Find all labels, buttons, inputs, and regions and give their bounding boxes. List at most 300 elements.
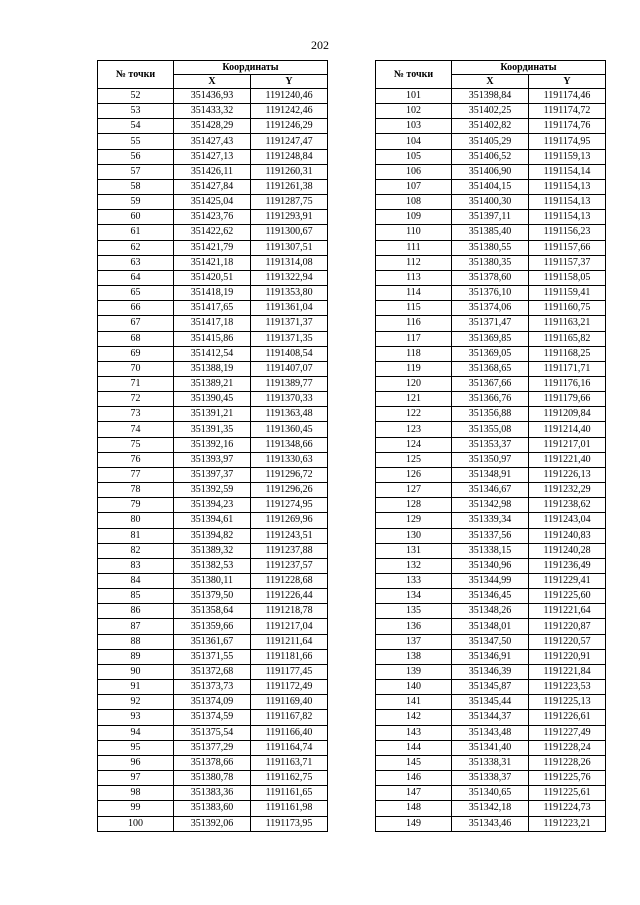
x-coordinate-cell: 351397,11	[452, 210, 529, 225]
y-coordinate-cell: 1191226,13	[529, 467, 606, 482]
point-number-cell: 76	[98, 452, 174, 467]
x-coordinate-cell: 351378,66	[174, 755, 251, 770]
point-number-cell: 116	[376, 316, 452, 331]
point-number-cell: 102	[376, 104, 452, 119]
point-number-cell: 132	[376, 558, 452, 573]
table-row	[98, 589, 328, 604]
point-number-cell: 52	[98, 89, 174, 104]
x-coordinate-cell: 351422,62	[174, 225, 251, 240]
x-coordinate-cell: 351377,29	[174, 740, 251, 755]
table-row	[376, 725, 606, 740]
x-coordinate-cell: 351339,34	[452, 513, 529, 528]
x-coordinate-cell: 351367,66	[452, 376, 529, 391]
table-row	[376, 483, 606, 498]
y-coordinate-cell: 1191167,82	[251, 710, 328, 725]
y-coordinate-cell: 1191154,13	[529, 195, 606, 210]
y-coordinate-cell: 1191218,78	[251, 604, 328, 619]
x-coordinate-cell: 351368,65	[452, 361, 529, 376]
x-coordinate-cell: 351421,79	[174, 240, 251, 255]
table-row	[376, 422, 606, 437]
x-coordinate-cell: 351338,31	[452, 755, 529, 770]
y-coordinate-cell: 1191220,91	[529, 649, 606, 664]
x-coordinate-cell: 351344,37	[452, 710, 529, 725]
point-number-cell: 61	[98, 225, 174, 240]
point-number-cell: 98	[98, 786, 174, 801]
point-number-cell: 55	[98, 134, 174, 149]
y-coordinate-cell: 1191314,08	[251, 255, 328, 270]
y-coordinate-cell: 1191162,75	[251, 771, 328, 786]
table-row	[98, 361, 328, 376]
table-row	[98, 634, 328, 649]
x-coordinate-cell: 351338,15	[452, 543, 529, 558]
table-row	[376, 407, 606, 422]
x-coordinate-cell: 351436,93	[174, 89, 251, 104]
y-coordinate-cell: 1191227,49	[529, 725, 606, 740]
table-row	[376, 376, 606, 391]
table-row	[376, 574, 606, 589]
table-row	[376, 164, 606, 179]
point-number-cell: 140	[376, 680, 452, 695]
point-number-cell: 94	[98, 725, 174, 740]
x-coordinate-cell: 351378,60	[452, 270, 529, 285]
point-number-cell: 56	[98, 149, 174, 164]
point-number-cell: 115	[376, 301, 452, 316]
table-row	[376, 558, 606, 573]
y-coordinate-cell: 1191226,44	[251, 589, 328, 604]
table-row	[376, 255, 606, 270]
x-coordinate-cell: 351427,13	[174, 149, 251, 164]
x-coordinate-cell: 351426,11	[174, 164, 251, 179]
y-coordinate-cell: 1191220,87	[529, 619, 606, 634]
x-coordinate-cell: 351346,39	[452, 664, 529, 679]
table-row	[98, 316, 328, 331]
x-coordinate-cell: 351369,85	[452, 331, 529, 346]
point-number-cell: 90	[98, 664, 174, 679]
y-coordinate-cell: 1191236,49	[529, 558, 606, 573]
table-row	[98, 104, 328, 119]
y-coordinate-cell: 1191261,38	[251, 179, 328, 194]
table-row	[376, 452, 606, 467]
point-number-cell: 88	[98, 634, 174, 649]
x-coordinate-cell: 351382,53	[174, 558, 251, 573]
x-header: X	[452, 75, 529, 89]
y-coordinate-cell: 1191161,98	[251, 801, 328, 816]
x-coordinate-cell: 351380,55	[452, 240, 529, 255]
point-number-cell: 81	[98, 528, 174, 543]
x-coordinate-cell: 351374,09	[174, 695, 251, 710]
table-row	[98, 164, 328, 179]
y-coordinate-cell: 1191172,49	[251, 680, 328, 695]
y-coordinate-cell: 1191246,29	[251, 119, 328, 134]
coordinates-table-right	[375, 60, 606, 832]
table-row	[98, 649, 328, 664]
table-row	[98, 119, 328, 134]
point-number-cell: 60	[98, 210, 174, 225]
table-row	[376, 301, 606, 316]
y-coordinate-cell: 1191173,95	[251, 816, 328, 831]
table-row	[98, 558, 328, 573]
point-number-cell: 72	[98, 392, 174, 407]
page-number: 202	[311, 38, 329, 52]
point-number-cell: 148	[376, 801, 452, 816]
y-coordinate-cell: 1191160,75	[529, 301, 606, 316]
point-number-cell: 53	[98, 104, 174, 119]
x-coordinate-cell: 351358,64	[174, 604, 251, 619]
x-coordinate-cell: 351353,37	[452, 437, 529, 452]
y-coordinate-cell: 1191157,37	[529, 255, 606, 270]
point-number-cell: 103	[376, 119, 452, 134]
x-coordinate-cell: 351347,50	[452, 634, 529, 649]
table-row	[376, 543, 606, 558]
point-number-cell: 54	[98, 119, 174, 134]
point-number-cell: 146	[376, 771, 452, 786]
y-coordinate-cell: 1191164,74	[251, 740, 328, 755]
x-coordinate-cell: 351337,56	[452, 528, 529, 543]
x-coordinate-cell: 351385,40	[452, 225, 529, 240]
x-coordinate-cell: 351392,16	[174, 437, 251, 452]
y-coordinate-cell: 1191225,13	[529, 695, 606, 710]
table-row	[98, 225, 328, 240]
y-coordinate-cell: 1191247,47	[251, 134, 328, 149]
x-coordinate-cell: 351340,96	[452, 558, 529, 573]
x-coordinate-cell: 351417,18	[174, 316, 251, 331]
y-coordinate-cell: 1191370,33	[251, 392, 328, 407]
point-number-cell: 77	[98, 467, 174, 482]
point-number-cell: 58	[98, 179, 174, 194]
table-row	[98, 149, 328, 164]
point-number-cell: 119	[376, 361, 452, 376]
table-row	[98, 619, 328, 634]
table-row	[98, 195, 328, 210]
table-row	[98, 301, 328, 316]
x-coordinate-cell: 351420,51	[174, 270, 251, 285]
point-number-cell: 147	[376, 786, 452, 801]
point-number-cell: 110	[376, 225, 452, 240]
table-row	[376, 771, 606, 786]
table-row	[376, 649, 606, 664]
table-row	[376, 210, 606, 225]
y-coordinate-cell: 1191181,66	[251, 649, 328, 664]
table-row	[376, 104, 606, 119]
x-coordinate-cell: 351433,32	[174, 104, 251, 119]
y-coordinate-cell: 1191348,66	[251, 437, 328, 452]
table-row	[376, 179, 606, 194]
table-row	[98, 483, 328, 498]
point-number-cell: 84	[98, 574, 174, 589]
point-number-header: № точки	[376, 61, 452, 89]
table-row	[376, 664, 606, 679]
coordinates-header: Координаты	[452, 61, 606, 75]
table-row	[376, 710, 606, 725]
x-coordinate-cell: 351380,78	[174, 771, 251, 786]
y-coordinate-cell: 1191154,13	[529, 210, 606, 225]
x-coordinate-cell: 351406,90	[452, 164, 529, 179]
x-coordinate-cell: 351421,18	[174, 255, 251, 270]
point-number-cell: 139	[376, 664, 452, 679]
x-coordinate-cell: 351405,29	[452, 134, 529, 149]
table-row	[376, 134, 606, 149]
table-row	[98, 376, 328, 391]
x-coordinate-cell: 351355,08	[452, 422, 529, 437]
y-coordinate-cell: 1191176,16	[529, 376, 606, 391]
x-coordinate-cell: 351340,65	[452, 786, 529, 801]
y-coordinate-cell: 1191296,26	[251, 483, 328, 498]
y-coordinate-cell: 1191371,35	[251, 331, 328, 346]
x-coordinate-cell: 351391,35	[174, 422, 251, 437]
point-number-header: № точки	[98, 61, 174, 89]
point-number-cell: 100	[98, 816, 174, 831]
y-coordinate-cell: 1191157,66	[529, 240, 606, 255]
x-coordinate-cell: 351346,91	[452, 649, 529, 664]
x-coordinate-cell: 351374,06	[452, 301, 529, 316]
point-number-cell: 80	[98, 513, 174, 528]
y-coordinate-cell: 1191307,51	[251, 240, 328, 255]
table-body	[98, 89, 328, 832]
x-coordinate-cell: 351402,25	[452, 104, 529, 119]
point-number-cell: 65	[98, 286, 174, 301]
y-coordinate-cell: 1191237,57	[251, 558, 328, 573]
x-coordinate-cell: 351350,97	[452, 452, 529, 467]
x-coordinate-cell: 351383,36	[174, 786, 251, 801]
point-number-cell: 134	[376, 589, 452, 604]
table-row	[98, 543, 328, 558]
point-number-cell: 143	[376, 725, 452, 740]
table-row	[98, 664, 328, 679]
point-number-cell: 85	[98, 589, 174, 604]
point-number-cell: 105	[376, 149, 452, 164]
point-number-cell: 104	[376, 134, 452, 149]
y-coordinate-cell: 1191217,04	[251, 619, 328, 634]
table-row	[376, 467, 606, 482]
point-number-cell: 123	[376, 422, 452, 437]
table-row	[98, 695, 328, 710]
x-coordinate-cell: 351342,98	[452, 498, 529, 513]
y-coordinate-cell: 1191174,76	[529, 119, 606, 134]
table-row	[376, 240, 606, 255]
table-row	[376, 89, 606, 104]
y-coordinate-cell: 1191269,96	[251, 513, 328, 528]
table-row	[98, 801, 328, 816]
x-coordinate-cell: 351341,40	[452, 740, 529, 755]
y-coordinate-cell: 1191225,60	[529, 589, 606, 604]
x-coordinate-cell: 351380,35	[452, 255, 529, 270]
point-number-cell: 126	[376, 467, 452, 482]
x-coordinate-cell: 351348,91	[452, 467, 529, 482]
point-number-cell: 91	[98, 680, 174, 695]
y-header: Y	[529, 75, 606, 89]
table-row	[98, 392, 328, 407]
table-body	[376, 89, 606, 832]
y-coordinate-cell: 1191223,21	[529, 816, 606, 831]
x-coordinate-cell: 351415,86	[174, 331, 251, 346]
table-row	[98, 513, 328, 528]
x-coordinate-cell: 351392,59	[174, 483, 251, 498]
x-coordinate-cell: 351366,76	[452, 392, 529, 407]
point-number-cell: 118	[376, 346, 452, 361]
table-row	[98, 574, 328, 589]
table-row	[98, 467, 328, 482]
table-row	[376, 740, 606, 755]
table-row	[98, 407, 328, 422]
x-coordinate-cell: 351404,15	[452, 179, 529, 194]
y-coordinate-cell: 1191371,37	[251, 316, 328, 331]
x-coordinate-cell: 351394,82	[174, 528, 251, 543]
y-coordinate-cell: 1191232,29	[529, 483, 606, 498]
point-number-cell: 82	[98, 543, 174, 558]
y-coordinate-cell: 1191158,05	[529, 270, 606, 285]
table-row	[376, 346, 606, 361]
point-number-cell: 129	[376, 513, 452, 528]
x-coordinate-cell: 351391,21	[174, 407, 251, 422]
point-number-cell: 86	[98, 604, 174, 619]
x-coordinate-cell: 351389,21	[174, 376, 251, 391]
x-coordinate-cell: 351393,97	[174, 452, 251, 467]
point-number-cell: 74	[98, 422, 174, 437]
table-row	[98, 755, 328, 770]
table-row	[376, 270, 606, 285]
y-coordinate-cell: 1191221,40	[529, 452, 606, 467]
table-row	[98, 786, 328, 801]
y-coordinate-cell: 1191225,76	[529, 771, 606, 786]
x-coordinate-cell: 351343,48	[452, 725, 529, 740]
point-number-cell: 117	[376, 331, 452, 346]
table-row	[98, 255, 328, 270]
y-coordinate-cell: 1191154,14	[529, 164, 606, 179]
table-row	[98, 89, 328, 104]
y-coordinate-cell: 1191242,46	[251, 104, 328, 119]
point-number-cell: 108	[376, 195, 452, 210]
y-coordinate-cell: 1191407,07	[251, 361, 328, 376]
x-coordinate-cell: 351394,61	[174, 513, 251, 528]
point-number-cell: 67	[98, 316, 174, 331]
y-coordinate-cell: 1191159,41	[529, 286, 606, 301]
table-row	[98, 498, 328, 513]
point-number-cell: 113	[376, 270, 452, 285]
point-number-cell: 73	[98, 407, 174, 422]
table-row	[376, 119, 606, 134]
y-coordinate-cell: 1191174,72	[529, 104, 606, 119]
table-row	[98, 286, 328, 301]
x-coordinate-cell: 351371,47	[452, 316, 529, 331]
y-coordinate-cell: 1191161,65	[251, 786, 328, 801]
y-coordinate-cell: 1191224,73	[529, 801, 606, 816]
table-row	[376, 498, 606, 513]
table-row	[98, 816, 328, 831]
x-coordinate-cell: 351400,30	[452, 195, 529, 210]
point-number-cell: 71	[98, 376, 174, 391]
y-coordinate-cell: 1191248,84	[251, 149, 328, 164]
table-row	[376, 316, 606, 331]
point-number-cell: 75	[98, 437, 174, 452]
y-coordinate-cell: 1191361,04	[251, 301, 328, 316]
x-coordinate-cell: 351380,11	[174, 574, 251, 589]
x-coordinate-cell: 351348,26	[452, 604, 529, 619]
y-coordinate-cell: 1191274,95	[251, 498, 328, 513]
x-coordinate-cell: 351359,66	[174, 619, 251, 634]
y-coordinate-cell: 1191214,40	[529, 422, 606, 437]
point-number-cell: 92	[98, 695, 174, 710]
point-number-cell: 145	[376, 755, 452, 770]
table-row	[376, 604, 606, 619]
point-number-cell: 87	[98, 619, 174, 634]
table-row	[376, 589, 606, 604]
table-row	[98, 771, 328, 786]
table-row	[376, 331, 606, 346]
table-row	[376, 437, 606, 452]
point-number-cell: 107	[376, 179, 452, 194]
y-coordinate-cell: 1191240,28	[529, 543, 606, 558]
x-coordinate-cell: 351390,45	[174, 392, 251, 407]
y-coordinate-cell: 1191159,13	[529, 149, 606, 164]
point-number-cell: 138	[376, 649, 452, 664]
x-coordinate-cell: 351402,82	[452, 119, 529, 134]
x-coordinate-cell: 351406,52	[452, 149, 529, 164]
x-coordinate-cell: 351345,87	[452, 680, 529, 695]
table-row	[376, 528, 606, 543]
point-number-cell: 142	[376, 710, 452, 725]
y-coordinate-cell: 1191154,13	[529, 179, 606, 194]
table-row	[98, 134, 328, 149]
y-coordinate-cell: 1191229,41	[529, 574, 606, 589]
x-coordinate-cell: 351397,37	[174, 467, 251, 482]
table-row	[376, 816, 606, 831]
table-row	[98, 331, 328, 346]
x-coordinate-cell: 351369,05	[452, 346, 529, 361]
x-coordinate-cell: 351371,55	[174, 649, 251, 664]
table-row	[98, 725, 328, 740]
x-coordinate-cell: 351389,32	[174, 543, 251, 558]
x-coordinate-cell: 351376,10	[452, 286, 529, 301]
table-row	[98, 270, 328, 285]
y-coordinate-cell: 1191156,23	[529, 225, 606, 240]
point-number-cell: 149	[376, 816, 452, 831]
x-coordinate-cell: 351348,01	[452, 619, 529, 634]
x-coordinate-cell: 351345,44	[452, 695, 529, 710]
x-coordinate-cell: 351392,06	[174, 816, 251, 831]
y-coordinate-cell: 1191228,26	[529, 755, 606, 770]
table-row	[98, 710, 328, 725]
y-coordinate-cell: 1191163,21	[529, 316, 606, 331]
point-number-cell: 144	[376, 740, 452, 755]
table-row	[376, 695, 606, 710]
table-row	[98, 346, 328, 361]
x-coordinate-cell: 351388,19	[174, 361, 251, 376]
x-coordinate-cell: 351383,60	[174, 801, 251, 816]
table-row	[98, 422, 328, 437]
point-number-cell: 89	[98, 649, 174, 664]
y-coordinate-cell: 1191243,51	[251, 528, 328, 543]
point-number-cell: 97	[98, 771, 174, 786]
x-coordinate-cell: 351373,73	[174, 680, 251, 695]
x-coordinate-cell: 351346,45	[452, 589, 529, 604]
table-row	[376, 786, 606, 801]
point-number-cell: 121	[376, 392, 452, 407]
table-row	[376, 149, 606, 164]
y-coordinate-cell: 1191165,82	[529, 331, 606, 346]
point-number-cell: 120	[376, 376, 452, 391]
table-row	[98, 210, 328, 225]
y-coordinate-cell: 1191169,40	[251, 695, 328, 710]
point-number-cell: 130	[376, 528, 452, 543]
point-number-cell: 59	[98, 195, 174, 210]
x-coordinate-cell: 351425,04	[174, 195, 251, 210]
table-row	[376, 801, 606, 816]
point-number-cell: 66	[98, 301, 174, 316]
point-number-cell: 70	[98, 361, 174, 376]
coordinates-table-left	[97, 60, 328, 832]
y-coordinate-cell: 1191240,83	[529, 528, 606, 543]
point-number-cell: 93	[98, 710, 174, 725]
